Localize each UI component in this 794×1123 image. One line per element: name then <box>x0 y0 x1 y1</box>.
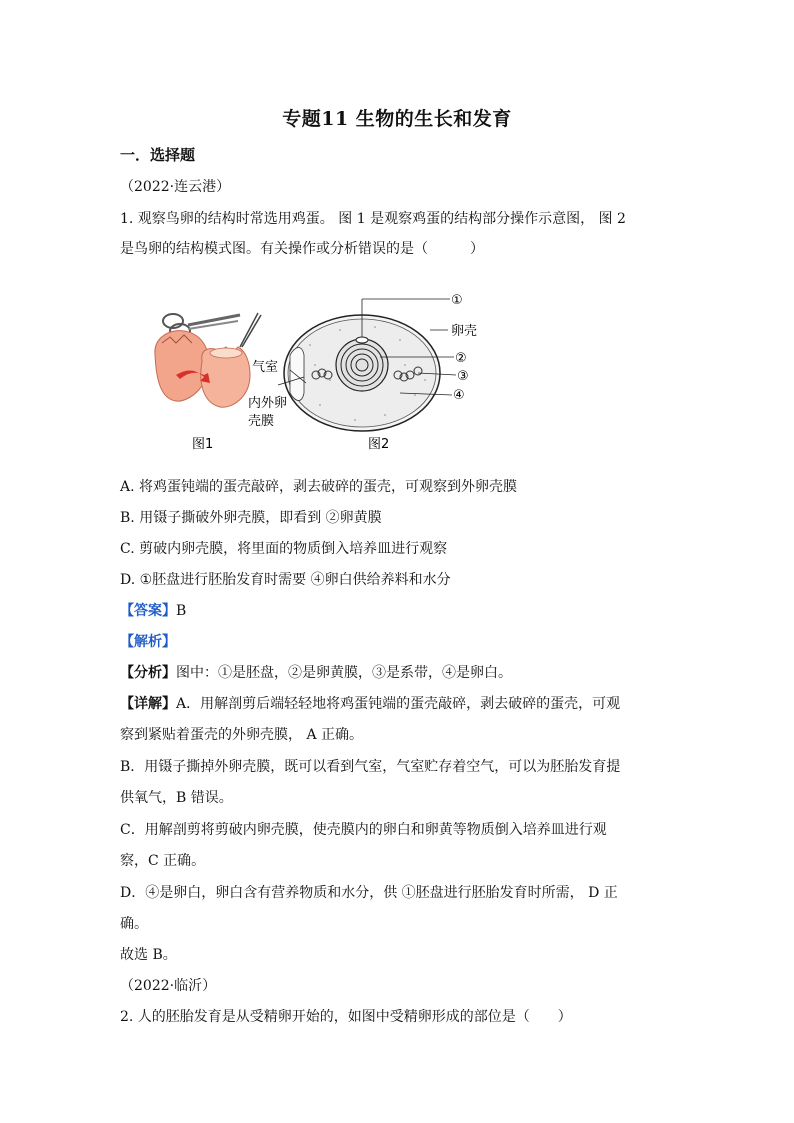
option-a: A. 将鸡蛋钝端的蛋壳敲碎，剥去破碎的蛋壳，可观察到外卵壳膜 <box>120 479 518 495</box>
option-c: C. 剪破内卵壳膜，将里面的物质倒入培养皿进行观察 <box>120 541 448 557</box>
q1-stem-line1: 1. 观察鸟卵的结构时常选用鸡蛋。 图 1 是观察鸡蛋的结构部分操作示意图， 图 2 <box>120 211 626 227</box>
label-membrane-2: 壳膜 <box>248 414 275 429</box>
label-air-chamber: 气室 <box>252 360 279 375</box>
answer-tag: 【答案】 <box>120 603 176 619</box>
egg-structure-figure <box>140 285 500 455</box>
detail-line-5: C．用解剖剪将剪破内卵壳膜，使壳膜内的卵白和卵黄等物质倒入培养皿进行观 <box>120 822 607 838</box>
label-n4: ④ <box>453 388 465 403</box>
detail-line-1 <box>120 695 680 713</box>
detail-line-8: 确。 <box>120 916 148 932</box>
option-d: D. ①胚盘进行胚胎发育时需要 ④卵白供给养料和水分 <box>120 572 451 588</box>
page-title: 专题11 生物的生长和发育 <box>282 108 512 130</box>
detail-line-9: 故选 B。 <box>120 947 177 963</box>
label-membrane-1: 内外卵 <box>248 396 288 411</box>
label-n1: ① <box>451 293 463 308</box>
section-heading: 一．选择题 <box>120 146 196 164</box>
detail-text-0: A．用解剖剪后端轻轻地将鸡蛋钝端的蛋壳敲碎，剥去破碎的蛋壳，可观 <box>176 696 621 712</box>
tweezers-icon <box>240 313 261 347</box>
analysis-heading <box>120 633 680 651</box>
fig1-caption: 图1 <box>192 437 214 452</box>
q1-stem-line2: 是鸟卵的结构模式图。有关操作或分析错误的是（ ） <box>120 241 484 257</box>
q2-stem-line1: 2. 人的胚胎发育是从受精卵开始的，如图中受精卵形成的部位是（ ） <box>120 1009 572 1025</box>
blastodisc <box>356 337 368 343</box>
option-b: B. 用镊子撕破外卵壳膜，即看到 ②卵黄膜 <box>120 510 382 526</box>
detail-line-3: B．用镊子撕掉外卵壳膜，既可以看到气室，气室贮存着空气，可以为胚胎发育提 <box>120 759 621 775</box>
detail-line-6: 察，C 正确。 <box>120 853 206 869</box>
detail-line-2: 察到紧贴着蛋壳的外卵壳膜， A 正确。 <box>120 727 364 743</box>
q1-source: （2022·连云港） <box>120 179 231 195</box>
answer-value: B <box>176 603 187 619</box>
fenxi-line <box>120 664 680 682</box>
label-shell: 卵壳 <box>451 324 478 339</box>
label-n3: ③ <box>457 369 469 384</box>
q2-source: （2022·临沂） <box>120 978 217 994</box>
fig2-caption: 图2 <box>368 437 390 452</box>
fig2-diagram <box>248 293 477 452</box>
fenxi-tag: 【分析】 <box>120 665 176 681</box>
detail-line-7: D．④是卵白，卵白含有营养物质和水分，供 ①胚盘进行胚胎发育时所需， D 正 <box>120 885 618 901</box>
analysis-tag: 【解析】 <box>120 634 176 650</box>
xiangjie-tag: 【详解】 <box>120 696 176 712</box>
yolk <box>336 339 388 391</box>
fenxi-text: 图中：①是胚盘，②是卵黄膜，③是系带，④是卵白。 <box>176 665 512 681</box>
fig1-illustration <box>155 313 261 452</box>
answer-line <box>120 602 680 620</box>
detail-line-4: 供氧气，B 错误。 <box>120 790 233 806</box>
air-chamber <box>290 348 304 401</box>
egg-left <box>155 331 209 402</box>
label-n2: ② <box>455 351 467 366</box>
